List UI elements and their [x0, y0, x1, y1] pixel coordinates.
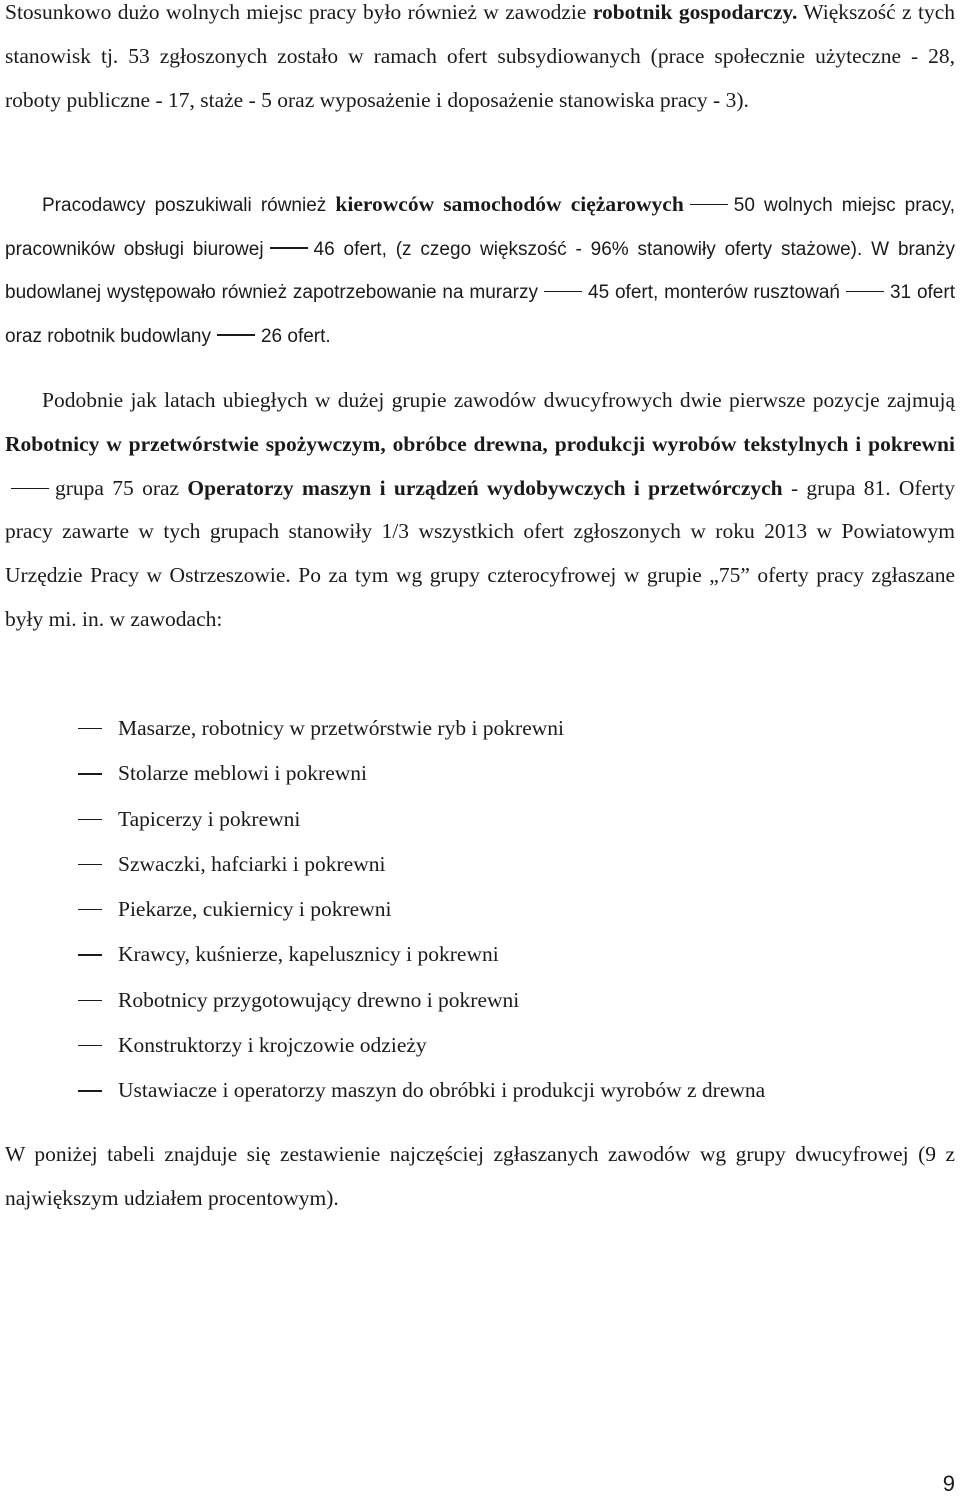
- list-item-text: Masarze, robotnicy w przetwórstwie ryb i pokrewni: [118, 716, 564, 740]
- list-item: [78, 1068, 938, 1113]
- list-dash: [78, 864, 102, 865]
- list-dash: [78, 1090, 102, 1091]
- dash-separator: [270, 247, 308, 248]
- list-item-text: Konstruktorzy i krojczowie odzieży: [118, 1033, 427, 1058]
- para2-text-3: 46 ofert, (z czego większość - 96% stanowiły oferty stażowe). W branży budowlanej występowało również zapotrzebowanie na murarzy: [5, 238, 955, 303]
- para3-text-2: grupa 75 oraz: [55, 475, 188, 500]
- para3-text-3: - grupa 81. Oferty pracy zawarte w tych grupach stanowiły 1/3 wszystkich ofert zgłoszonych w roku 2013 w Powiatowym Urzędzie Pracy w Ostrzeszowie. Po za tym wg grupy czterocyfrowej w grupie „75” oferty pracy zgłaszane były mi. in. w zawodach:: [5, 475, 955, 631]
- dash-separator: [544, 291, 582, 292]
- list-dash: [78, 728, 102, 729]
- para2-text-1: Pracodawcy poszukiwali również: [42, 195, 336, 216]
- page-number: 9: [942, 1471, 955, 1496]
- para1-text-1: Stosunkowo dużo wolnych miejsc pracy było również w zawodzie: [5, 0, 593, 24]
- occupation-list: [78, 706, 938, 1114]
- paragraph-kierowcy: [5, 183, 955, 358]
- list-dash: [78, 819, 102, 820]
- list-item: [78, 932, 938, 977]
- list-item: [78, 1023, 938, 1068]
- paragraph-tabela-intro: W poniżej tabeli znajduje się zestawienie najczęściej zgłaszanych zawodów wg grupy dwucyfrowej (9 z największym udziałem procentowym).: [5, 1142, 955, 1210]
- list-item-text: Robotnicy przygotowujący drewno i pokrewni: [118, 987, 520, 1012]
- list-item: [78, 978, 938, 1023]
- list-item-text: Tapicerzy i pokrewni: [118, 806, 301, 831]
- list-dash: [78, 1000, 102, 1001]
- list-item: [78, 842, 938, 887]
- para2-bold-1: kierowców samochodów ciężarowych: [335, 192, 684, 216]
- list-item-text: Ustawiacze i operatorzy maszyn do obróbki i produkcji wyrobów z drewna: [118, 1078, 766, 1103]
- list-dash: [78, 954, 102, 955]
- list-item-text: Stolarze meblowi i pokrewni: [118, 761, 367, 786]
- para2-text-5: 31 ofert oraz robotnik budowlany: [5, 282, 955, 347]
- list-dash: [78, 773, 102, 774]
- dash-separator: [846, 291, 884, 292]
- list-item-text: Krawcy, kuśnierze, kapelusznicy i pokrewni: [118, 942, 499, 967]
- list-item: [78, 751, 938, 796]
- para3-bold-2: Operatorzy maszyn i urządzeń wydobywczych i przetwórczych: [187, 475, 783, 500]
- para2-text-2: 50 wolnych miejsc pracy, pracowników obsługi biurowej: [5, 195, 955, 260]
- paragraph-robotnik-gospodarczy: [5, 0, 955, 122]
- paragraph-grupy-zawodow: [5, 379, 955, 642]
- dash-separator: [217, 334, 255, 335]
- para2-text-6: 26 ofert.: [260, 325, 331, 347]
- list-item: [78, 706, 938, 751]
- dash-separator: [11, 488, 49, 489]
- para1-bold-1: robotnik gospodarczy.: [592, 0, 798, 24]
- list-dash: [78, 1045, 102, 1046]
- para2-text-4: 45 ofert, monterów rusztowań: [588, 282, 840, 303]
- para3-text-1: Podobnie jak latach ubiegłych w dużej grupie zawodów dwucyfrowych dwie pierwsze pozycje zajmują: [42, 388, 955, 412]
- list-item: [78, 887, 938, 932]
- para1-text-2: Większość z tych stanowisk tj. 53 zgłoszonych zostało w ramach ofert subsydiowanych (prace społecznie użyteczne - 28, roboty publiczne - 17, staże - 5 oraz wyposażenie i doposażenie stanowiska pracy - 3).: [5, 0, 955, 112]
- para3-bold-1: Robotnicy w przetwórstwie spożywczym, obróbce drewna, produkcji wyrobów tekstylnych i pokrewni: [5, 431, 955, 456]
- list-item: [78, 797, 938, 842]
- list-item-text: Piekarze, cukiernicy i pokrewni: [118, 897, 392, 922]
- list-item-text: Szwaczki, hafciarki i pokrewni: [118, 851, 386, 876]
- dash-separator: [690, 204, 728, 205]
- list-dash: [78, 909, 102, 910]
